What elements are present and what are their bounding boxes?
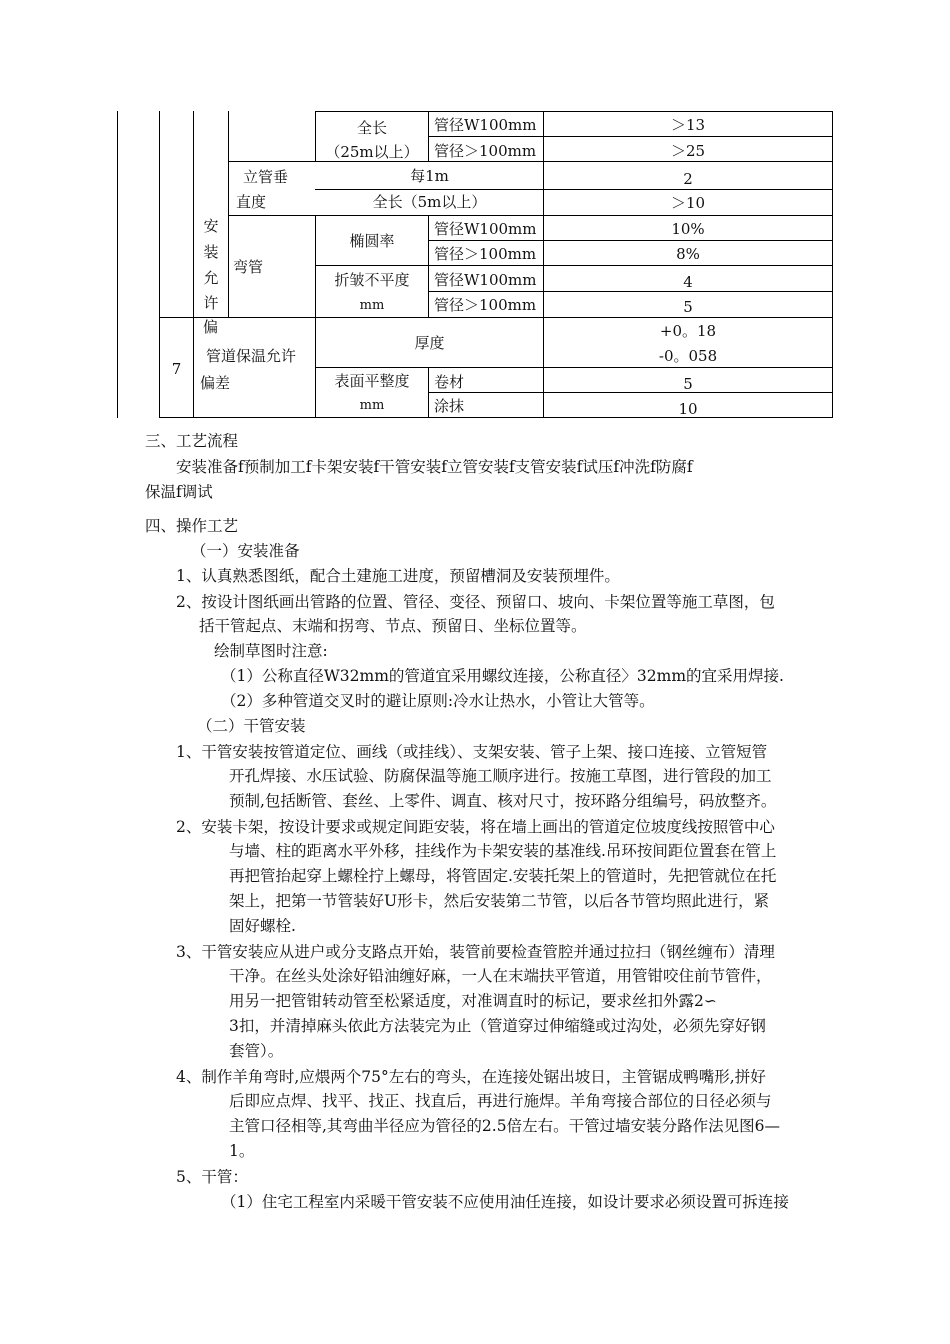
table-border [228, 161, 833, 162]
cell-insulation: 偏差 [200, 374, 231, 392]
cell-seq-number: 7 [171, 360, 182, 378]
cell-install-char: 允 [203, 269, 219, 287]
cell-dn-gt-100: 管径＞100mm [434, 245, 537, 263]
cell-value: ＞25 [670, 142, 706, 160]
cell-paint: 涂抹 [434, 397, 465, 415]
cell-value: ＞10 [670, 194, 706, 212]
paragraph-line: （2）多种管道交叉时的避让原则:冷水让热水，小管让大管等。 [221, 692, 655, 710]
paragraph-line: 1、认真熟悉图纸，配合土建施工进度，预留槽洞及安装预埋件。 [176, 567, 620, 585]
cell-dn-gt-100: 管径＞100mm [434, 142, 537, 160]
cell-per-1m: 每1m [410, 167, 449, 185]
cell-wrinkle: 折皱不平度 [334, 271, 410, 289]
paragraph-line: 3、干管安装应从进户或分支路点开始，装管前要检查管腔并通过拉扫（钢丝缠布）清理 [176, 943, 775, 961]
cell-full-length: 全长 [356, 119, 387, 137]
cell-full-length-5m: 全长（5m以上） [372, 193, 487, 211]
paragraph-line: 2、按设计图纸画出管路的位置、管径、变径、预留口、坡向、卡架位置等施工草图，包 [176, 593, 775, 611]
table-border [117, 111, 118, 418]
paragraph-line: 开孔焊接、水压试验、防腐保温等施工顺序进行。按施工草图，进行管段的加工 [229, 767, 772, 785]
paragraph-line: 安装准备f预制加工f卡架安装f干管安装f立管安装f支管安装f试压f冲洗f防腐f [176, 458, 693, 476]
cell-dn-le-100: 管径W100mm [434, 116, 537, 134]
cell-value: 2 [683, 170, 693, 188]
table-border [428, 291, 833, 292]
cell-dn-le-100: 管径W100mm [434, 271, 537, 289]
cell-value: +0。18 [659, 322, 717, 340]
cell-install-char: 许 [203, 294, 219, 312]
table-border [315, 111, 833, 112]
table-border [228, 111, 229, 317]
subsection-title: （一）安装准备 [191, 542, 300, 560]
cell-dn-gt-100: 管径＞100mm [434, 296, 537, 314]
cell-roll: 卷材 [434, 373, 465, 391]
paragraph-line: 主管口径相等,其弯曲半径应为管径的2.5倍左右。干管过墙安装分路作法见图6— [229, 1117, 780, 1135]
cell-ovality: 椭圆率 [349, 232, 395, 250]
paragraph-line: 2、安装卡架，按设计要求或规定间距安装，将在墙上画出的管道定位坡度线按照管中心 [176, 818, 775, 836]
cell-value: 10% [671, 220, 705, 238]
cell-value: 10 [678, 400, 698, 418]
table-border [159, 317, 833, 318]
cell-deviation-char: 偏 [203, 318, 219, 336]
cell-riser-vertical: 直度 [236, 193, 267, 211]
table-border [315, 265, 833, 266]
paragraph-line: 括干管起点、末端和拐弯、节点、预留日、坐标位置等。 [199, 617, 587, 635]
paragraph-line: 固好螺栓. [229, 917, 296, 935]
cell-wrinkle-unit: mm [359, 298, 385, 313]
cell-value: 4 [683, 273, 693, 291]
table-border [315, 189, 833, 190]
cell-dn-le-100: 管径W100mm [434, 220, 537, 238]
section-title: 四、操作工艺 [145, 517, 239, 535]
section-title: 三、工艺流程 [145, 432, 239, 450]
cell-value: 5 [683, 298, 693, 316]
paragraph-line: 4、制作羊角弯时,应煨两个75°左右的弯头，在连接处锯出坡日，主管锯成鸭嘴形,拼好 [176, 1068, 766, 1086]
cell-install-char: 装 [203, 243, 219, 261]
paragraph-line: 1。 [229, 1142, 255, 1160]
cell-riser-vertical: 立管垂 [243, 168, 289, 186]
paragraph-line: 架上，把第一节管装好U形卡，然后安装第二节管，以后各节管均照此进行，紧 [229, 892, 770, 910]
paragraph-line: （1）住宅工程室内采暖干管安装不应使用油任连接，如设计要求必须设置可拆连接 [221, 1193, 789, 1211]
cell-value: ＞13 [670, 116, 706, 134]
paragraph-line: 再把管抬起穿上螺栓拧上螺母，将管固定.安装托架上的管道时，先把管就位在托 [229, 867, 777, 885]
table-border [193, 111, 194, 418]
cell-value: -0。058 [658, 347, 718, 365]
cell-value: 5 [683, 375, 693, 393]
cell-value: 8% [676, 245, 700, 263]
table-border [228, 215, 833, 216]
paragraph-line: 保温f调试 [145, 483, 213, 501]
table-border [428, 136, 833, 137]
paragraph-line: 绘制草图时注意: [214, 642, 328, 660]
paragraph-line: 后即应点焊、找平、找正、找直后，再进行施焊。羊角弯接合部位的日径必须与 [229, 1092, 772, 1110]
paragraph-line: （1）公称直径W32mm的管道宜采用螺纹连接，公称直径〉32mm的宜采用焊接. [221, 667, 784, 685]
table-border [428, 240, 833, 241]
cell-surface: 表面平整度 [334, 372, 410, 390]
paragraph-line: 3扣，并清掉麻头依此方法装完为止（管道穿过伸缩缝或过沟处，必须先穿好钢 [229, 1017, 766, 1035]
paragraph-line: 用另一把管钳转动管至松紧适度，对准调直时的标记，要求丝扣外露2∽ [229, 992, 717, 1010]
subsection-title: （二）干管安装 [197, 717, 306, 735]
cell-full-length-sub: （25m以上） [325, 143, 419, 161]
paragraph-line: 预制,包括断管、套丝、上零件、调直、核对尺寸，按环路分组编号，码放整齐。 [229, 792, 777, 810]
cell-thickness: 厚度 [414, 334, 445, 352]
cell-surface-unit: mm [359, 398, 385, 413]
cell-bend: 弯管 [233, 258, 264, 276]
paragraph-line: 1、干管安装按管道定位、画线（或挂线）、支架安装、管子上架、接口连接、立管短管 [176, 743, 768, 761]
table-border [315, 367, 833, 368]
cell-install-char: 安 [203, 217, 219, 235]
paragraph-line: 干净。在丝头处涂好铅油缠好麻，一人在末端扶平管道，用管钳咬住前节管件， [229, 967, 772, 985]
paragraph-line: 套管）。 [229, 1042, 284, 1060]
cell-insulation: 管道保温允许 [206, 347, 297, 365]
table-border [428, 215, 429, 317]
paragraph-line: 与墙、柱的距离水平外移，挂线作为卡架安装的基准线.吊环按间距位置套在管上 [229, 842, 777, 860]
paragraph-line: 5、干管： [176, 1168, 248, 1186]
